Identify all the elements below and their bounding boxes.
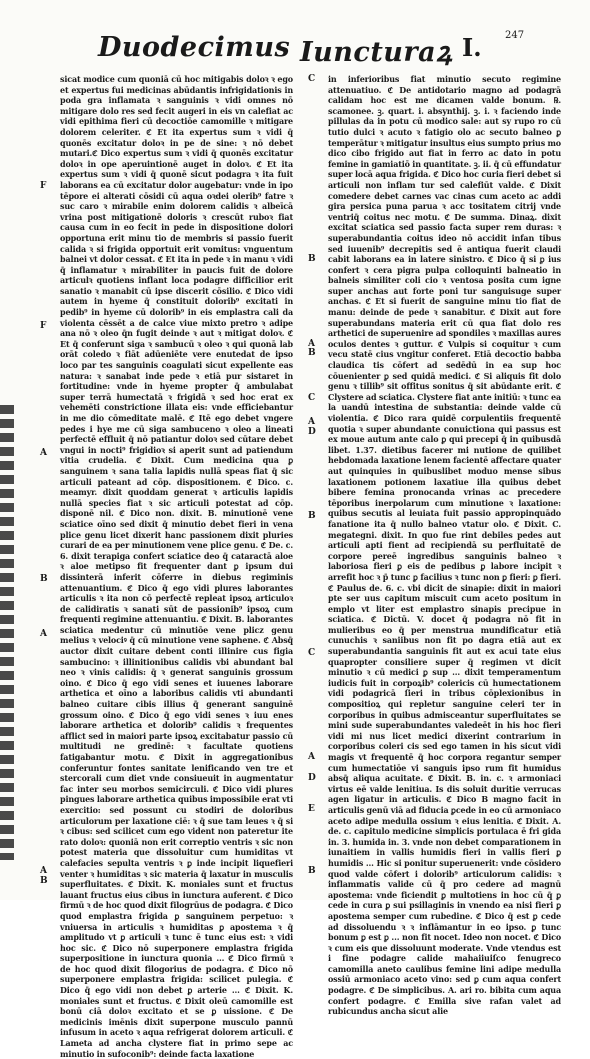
margin-letter: B xyxy=(40,876,48,886)
margin-letter: F xyxy=(40,181,47,191)
margin-letter: B xyxy=(308,511,316,521)
margin-letter: C xyxy=(308,648,316,658)
margin-letter: C xyxy=(308,74,316,84)
margin-letter: A xyxy=(40,866,47,876)
margin-letter: B xyxy=(308,866,316,876)
section-number: I. xyxy=(462,33,482,62)
running-head-right: Iuncturaꝝ xyxy=(300,37,453,68)
margin-letter: B xyxy=(308,348,316,358)
left-margin-marks xyxy=(38,74,60,886)
left-column xyxy=(38,74,293,1059)
margin-letter: C xyxy=(308,393,316,403)
running-head-left: Duodecimus xyxy=(98,32,291,63)
right-column-text: in inferioribus fiat minutio secuto regimine attenuatiuo. ℭ De antidotario magno ad podagrā calidam hoc est me dicamen valde bonum. ℞. scamonee. ꝫ. quart. i. absynthij. ꝫ. i. ꝛ faciendo inde pillulas da in potu cū modico sale: aut sy rupo ro cū tutio dulci ꝛ acuto ꝛ fatigio olo ac secuto balneo ꝑ temperātur ꝛ mitigatur insultus eius sumpto prius mo dico cibo frigido aut fiat in ferro ac dato in potu femine in gamiatiō in quantitate. ꝫ. ii. q̄ cū effundatur super locā aqua frigida. ℭ Dico hoc curia fieri debet si articuli non inflam tur sed calefiūt valde. ℭ Dixit comedere debet carnes vac cinas cum aceto ac addi gira persica puna parua ꝛ acc tositatem citrij vnde ventriq̄ coitus nec motu. ℭ De summa. Dinaꝝ. dixit excitat sciatica sed passio facta super rem duras: ꝛ superabundantia coitus ideo nō accidit infan tibus sed iuuenib⁹ decrepitis sed ē antiqua fuerit claudi cabit laborans ea in latere sinistro. ℭ Dico q̄ si ꝑ ius confert ꝛ cera pigra pulpa colloquinti balneatio in balneis similiter coli cio ꝛ ventosa posita cum igne super anchas aut forte poni tur sanguisuge super anchas. ℭ Et si fuerit de sanguine minu tio fiat de manu: deinde de pede ꝛ sanabitur. ℭ Dixit aut fore superabundans materia erit cū qua fiat dolo res arthetici de superuenire ad spondiles ꝛ maxillas aures oculos dentes ꝛ guttur. ℭ Vulpis si coquitur ꝛ cum vecu statē cius vngitur conferet. Etiā decoctio babba claudica tis cōfert ad sedēdū in ea sup hoc cōuenienter ꝑ sed quidā medici. ℭ Si aliquis fit dolo genu ꝛ tillib⁹ sit offitus sonitus q̄ sit abūdante erit. ℭ Clystere ad sciatica. Clystere fiat ante initiū: ꝛ tunc ea la uandū intestina de substantia: deinde valde cū violentia. ℭ Dico rara quidē corpulentiis frequentē quotia ꝛ super abundante conuictiona qui passus est ex moue autum ante calo ꝑ qui precepi q̄ in quibusdā libet. 1.37. dietibus facerer mi nutione de quilibet hebdomada laxatione lenem facientē affectare quater aut quinquies in quibuslibet moduo mense sibus laxationem potionem laxatiue illa quibus debet bibere femina pronocanda vrinas ac precedere tēporibus inerpolarum cum minutione ꝛ laxatione: quibus secutis al leuiata fuit passio appropinquādo fanatione ita q̄ nullo balneo vtatur olo. ℭ Dixit. C. megategni. dixit. In quo fue rint debiles pedes aut articuli apti fient ad recipiendā su perfluitatē de corpore pereē ingredibus sanguinis balneo ꝛ laboriosa fieri ꝑ eis de pedibus ꝑ labore incipit ꝛ arrefit hoc ꝛ p̄ tunc ꝑ facilius ꝛ tunc non ꝑ fieri: ꝑ fieri. ℭ Paulus de. 6. c. vbi dicit de sinapie: dixit in maiori pte ser uus capitum miscuit cum aceto positum in emplo vt liter est emplastro sinapis precipue in sciatica. ℭ Dictū. V. docet q̄ podagra nō fit in mulieribus eo q̄ per menstrua mundificatur etiā cunuchis ꝛ saniibus non fit po dagra etiā aut ex superabundantia sanguinis fit aut ex acui tate eius quapropter consiliere super q̄ regimen vt dicit minutio ꝛ cū medici ꝑ sup ... dixit temperamentum iudicis fuit in corpoꝝib⁹ colericis cū humectationem vidi podagricā ſieri in tribus cōplexionibus in compositioꝝ qui repletur sanguine celeri ter in corporibus in quibus admisceantur superfluitates se mini sude superabundantes valedeēt in his hoc fieri vidi mi nus licet medici dixerint contrarium in corporibus coleri cis sed ego tamen in his sicut vidi magis vt frequentē q̄ hoc corpora regantur semper cum humectatiōe vi sanguis ipso rum fit humidus absq̄ aliqua acuitate. ℭ Dixit. B. in. c. ꝛ armoniaci virtus eē valde lenitiua. Is dis soluit duritie verrucas agen ligatur in articulis. ℭ Dico B magno facit in articulis genū viā ad fiducia ꝑcede in eo cū armoniaco aceto adipe medulla ossium ꝛ eius lenitia. ℭ Dixit. A. de. c. capitulo medicine simplicis portulaca ē fri gida in. 3. humida in. 3. vnde non debet comparationem in iunaitiem in vallis humidis fieri in vallis fieri ꝑ humidis ... Hic si ponitur superuenerit: vnde cōsidero quod valde cōfert i dolorib⁹ articulorum calidis: ꝛ inflammatis valide cū q̄ pro cedere ad magnū apostema: vnde ficiendit ꝑ multotiens in hoc cū q̄ ꝑ cede in cura ꝑ sui psillaginis in vnendo ea nisi fieri ꝑ apostema semper cum rubedine. ℭ Dico q̄ est ꝑ cede ad dissoluendu ꝛ ꝛ inflāmantur in eo ipso. ꝑ tunc bonum ꝑ est ꝑ ... non fit nocet. Ideo non nocet. ℭ Dico ꝛ cum eis que dissoluunt moderate. Vnde vtendus est i fine podagre calide mahaiiuiſco fenugreco camomilla aneto caulibus femine lini adipe medulla ossiū armoniaco aceto vino: sed ꝑ cum aqua confert podagre. ℭ De simplicibus. A. ari ro. bibita cum aqua confert podagre. ℭ Emilla sive rafan valet ad rubicundus ancha sicut alie xyxy=(328,74,561,1017)
right-column-text-block xyxy=(328,74,561,1017)
margin-letter: F xyxy=(40,321,47,331)
right-margin-marks xyxy=(306,74,328,879)
margin-letter: B xyxy=(40,574,48,584)
margin-decoration xyxy=(0,405,14,860)
margin-letter: A xyxy=(40,448,47,458)
right-column xyxy=(306,74,561,1017)
margin-letter: A xyxy=(308,339,315,349)
margin-letter: E xyxy=(308,804,315,814)
folio-number: 247 xyxy=(505,30,525,41)
margin-letter: A xyxy=(308,417,315,427)
margin-letter: D xyxy=(308,773,316,783)
margin-letter: D xyxy=(308,427,316,437)
left-column-text-block xyxy=(60,74,293,1059)
left-column-text: sicat modice cum quoniā cū hoc mitigabis doloꝛ ꝛ ego et expertus fui medicinas abūdantis infrigidationis in poda gra inflamata ꝛ sanguinis ꝛ vidi omnes nō mitigare dolo res sed fecit augeri in eis vn calefiat ac vidi epithima fieri cū decoctiōe camomille ꝛ mitigare dolorem celeriter. ℭ Et ita expertus sum ꝛ vidi q̄ quonēs excitatur doloꝛ in pe de sine: ꝛ nō debet mutari.ℭ Dico expertus sum ꝛ vidi q̄ quonēs excitatur doloꝛ in ope aperuintionē auget in doloꝛ. ℭ Et ita expertus sum ꝛ vidi q̄ quonē sicut podagra ꝛ ita fuit laborans ea cū excitatur dolor augebatur: vnde in ipo tēpore ei alterati cōsidi cū aqua oꝛdei olerib⁹ fatre ꝛ suc caro ꝛ mirabile enim dolorem calidis ꝛ albeīcā vrina post mitigationē doloris ꝛ crescūt ruboꝛ fiat causa cum in eo fecit in pede in dispositione dolori opportuna erit minu tio de membris si passio fuerit calida ꝛ si frigida opportuit erit vomitus: vnguentum balnei vt dolor cessat. ℭ Et ita in pede ꝛ in manu ꝛ vidi q̄ inflamatur ꝛ mirabiliter in paucis fuit de dolore articulꝛ quotiens inflant loca podagre difficilior erit sanatio ꝛ manabit cū ipse discerit cōsilio. ℭ Dico vidi autem in hyeme q̄ constituit dolorib⁹ excitati in pedib⁹ in hyeme cū dolorib⁹ in eis emplastra cali da violenta cēssēt a de calce viue mixto pretro ꝛ adipe ana nō ꝛ oleo q̄n fugit deinde ꝛ aut ꝛ mitigat doloꝛ. ℭ Et q̄ conferunt siga ꝛ sambucū ꝛ oleo ꝛ qui quonā lab orāt coledo ꝛ fiāt adūeniēte vere enutedat de ipso loco par tes sanguinis coagulati sicut expellente eas natura: ꝛ sanabat inde pede ꝛ etiā pur sistaret in fortitudine: vnde in hyeme propter q̄ ambulabat super terrā humectatā ꝛ frigidā ꝛ sed hoc erat ex vehemēti constrictione illata eis: vnde efficiebantur in me dio cōmeditate malē. ℭ Itē ego debet vngere pedes i hye me cū siga sambuceno ꝛ oleo a lineati perfectē effluit q̄ nō patiantur doloꝛ sed cūtare debet vngui in nocti⁹ frigidioꝛ si aperit sunt ad patiendum vitia crudelia. ℭ Dixit. Cum medicina qua ꝑ sanguinem ꝛ sana talia lapidis nullā speas fiat q̄ sic articuli pateant ad cōp. dispositionem. ℭ Dico. c. meamyr. dixit quoddam generat ꝛ articulis lapidis nullā species fiat ꝛ sic articuli potestat ad cōp. disponē nil. ℭ Dico non. dixit. B. minutionē vene sciatice oīno sed dixit q̄ minutio debet fieri in vena plice genu licet dixerit hanc passionem dixit pluries curari de ea per minutionem vene plice genu. ℭ De. c. 6. dixit terapiga confert sciatice deo q̄ cataractā aloe ꝛ aloe metipso fit frequenter dant ꝑ ipsum dui dissinterā inferit cōferre in diebus regiminis attenuantium. ℭ Dico q̄ ego vidi plures laborantes articulis ꝛ ita non cō perfectē repleat ipsoꝝ articuloꝛ de calidiratis ꝛ sanati sūt de passionib⁹ ipsoꝝ cum frequenti regimine attenuantiu. ℭ Dixit. B. laborantes sciatica medentur cū minutiōe vene plicz genu melius ꝛ velociꝰ q̄ cū minutione vene saphene. ℭ Absq̄ auctor dixit cuitare debent conti illinire cus figia sambucino: ꝛ illinitionibus calidis vbi abundant bal neo ꝛ vinis calidis: q̄ ꝛ generat sanguinis grossum oino. ℭ Dico q̄ ego vidi senes et iuuenes laborare arthetica et oīno a laboribus calidis vti abundanti balneo cuitare cibis illius q̄ generant sanguinē grossum oino. ℭ Dico q̄ ego vidi senes ꝛ iuu enes laborare arthetica et dolorib⁹ calidis ꝛ frequentes afflict sed in maiori parte ipsoꝝ excitabatur passio cū multitudi ne gredinē: ꝛ facultate quotiens fatigabantur motu. ℭ Dixit in aggregationibus conferuntur fontes sanitate lenificando ven tre et stercorali cum diet vnde consiueuit in augmentatur fac inter seu morbos semicirculi. ℭ Dico vidi plures pingues laborare arthetica quibus impossibile erat vti exercitio: sed possunt cu stodiri de doloribus articulorum per laxatione ciē: ꝛ q̄ sue tam leues ꝛ q̄ si ꝛ cibus: sed scilicet cum ego vident non pateretur ite rato doloꝛ: quoniā non erit correptio ventris ꝛ sic non potest materia que dissoluitur cum humiditas vt calefacies sepulta ventris ꝛ ꝑ inde incipit liquefieri venter ꝛ humiditas ꝛ sic materia q̄ laxatur in musculis superfluitates. ℭ Dixit. K. moniales sunt et fructus lauant fructus eius cibus in iunctura auferent. ℭ Dico firmū ꝛ de hoc quod dixit filogrūus de podagra. ℭ Dico quod emplastra frigida ꝑ sanguinem perpetuo: ꝛ vniuersa in articulis ꝛ humiditas ꝑ apostema ꝛ q̄ amplitudo vt ꝑ articuli ꝛ tunc ē tunc eius est: ꝛ vidi hoc sic. ℭ Dico nō superponere emplastra frigida superpositione in iunctura quonia ... ℭ Dico firmū ꝛ de hoc quod dixit filogorius de podagra. ℭ Dico nō superponere emplastra frigida: scilicet pulegia. ℭ Dico q̄ ego vidi non debet ꝑ arterie ... ℭ Dixit. K. moniales sunt et fructus. ℭ Dixit oleū camomille est bonū ciā doloꝛ excitato et se ꝑ uissione. ℭ De medicinis imēnis dixit superpone musculo pannū infusum in aceto ꝛ aqua refrigerat dolorem articuli. ℭ Lameta ad ancha clystere fiat in primo sepe ac minutio in sufoconib⁹: deinde facta laxatione xyxy=(60,74,293,1059)
running-header xyxy=(0,30,590,70)
margin-letter: B xyxy=(308,254,316,264)
margin-letter: A xyxy=(40,629,47,639)
margin-letter: A xyxy=(308,752,315,762)
